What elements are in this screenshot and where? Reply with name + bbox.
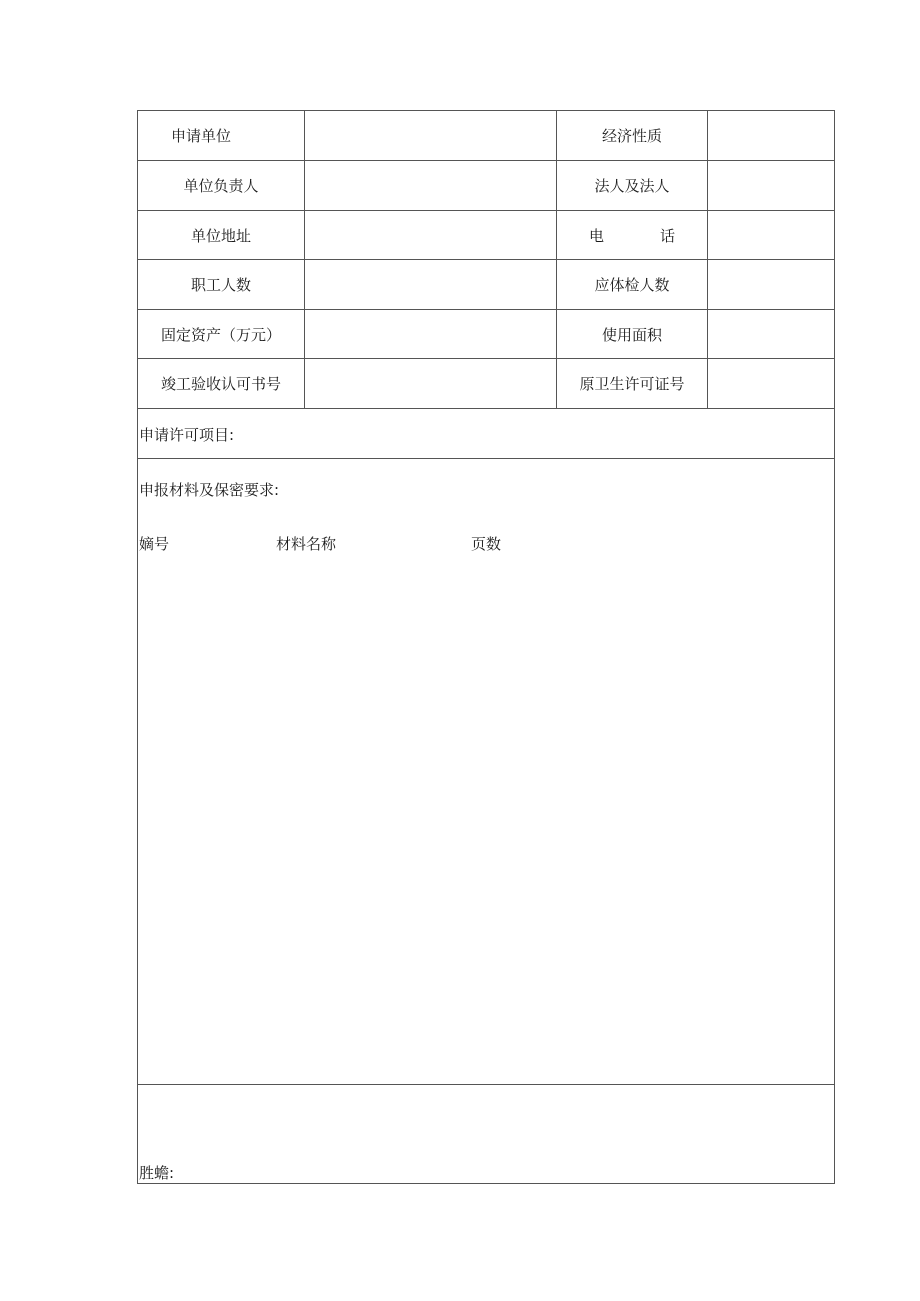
materials-col-pages: 页数 [471,535,502,553]
field-value-acceptance-number[interactable] [305,359,557,408]
field-value-unit-address[interactable] [305,211,557,259]
info-row [138,359,834,409]
field-value-applicant[interactable] [305,111,557,160]
materials-label: 申报材料及保密要求: [139,481,280,499]
field-label-fixed-assets: 固定资产（万元） [138,310,305,358]
field-label-phone [557,211,708,259]
field-label-legal-person: 法人及法人 [557,161,708,210]
info-row [138,161,834,211]
license-item-row[interactable] [138,409,834,459]
field-value-staff-count[interactable] [305,260,557,309]
field-value-fixed-assets[interactable] [305,310,557,358]
field-label-unit-address: 单位地址 [138,211,305,259]
footer-label: 胜蟾: [139,1164,175,1182]
materials-col-name: 材料名称 [276,535,337,553]
field-value-economic-nature[interactable] [708,111,834,160]
field-label-original-license: 原卫生许可证号 [557,359,708,408]
field-value-original-license[interactable] [708,359,834,408]
footer-section[interactable] [138,1085,834,1183]
application-form [137,110,835,1184]
field-label-staff-count: 职工人数 [138,260,305,309]
materials-section[interactable] [138,459,834,1085]
field-value-exam-count[interactable] [708,260,834,309]
info-row [138,260,834,310]
field-label-exam-count: 应体检人数 [557,260,708,309]
info-row [138,211,834,260]
field-value-floor-area[interactable] [708,310,834,358]
phone-label-char: 电 [588,226,604,245]
field-value-legal-person[interactable] [708,161,834,210]
materials-col-number: 嫡号 [139,535,170,553]
field-label-economic-nature: 经济性质 [557,111,708,160]
field-label-floor-area: 使用面积 [557,310,708,358]
field-label-acceptance-number: 竣工验收认可书号 [138,359,305,408]
field-value-phone[interactable] [708,211,834,259]
license-item-label: 申请许可项目: [139,426,235,444]
info-row [138,111,834,161]
info-row [138,310,834,359]
field-label-applicant: 申请单位 [138,111,305,160]
phone-label-char: 话 [660,226,676,245]
field-label-unit-head: 单位负责人 [138,161,305,210]
field-value-unit-head[interactable] [305,161,557,210]
